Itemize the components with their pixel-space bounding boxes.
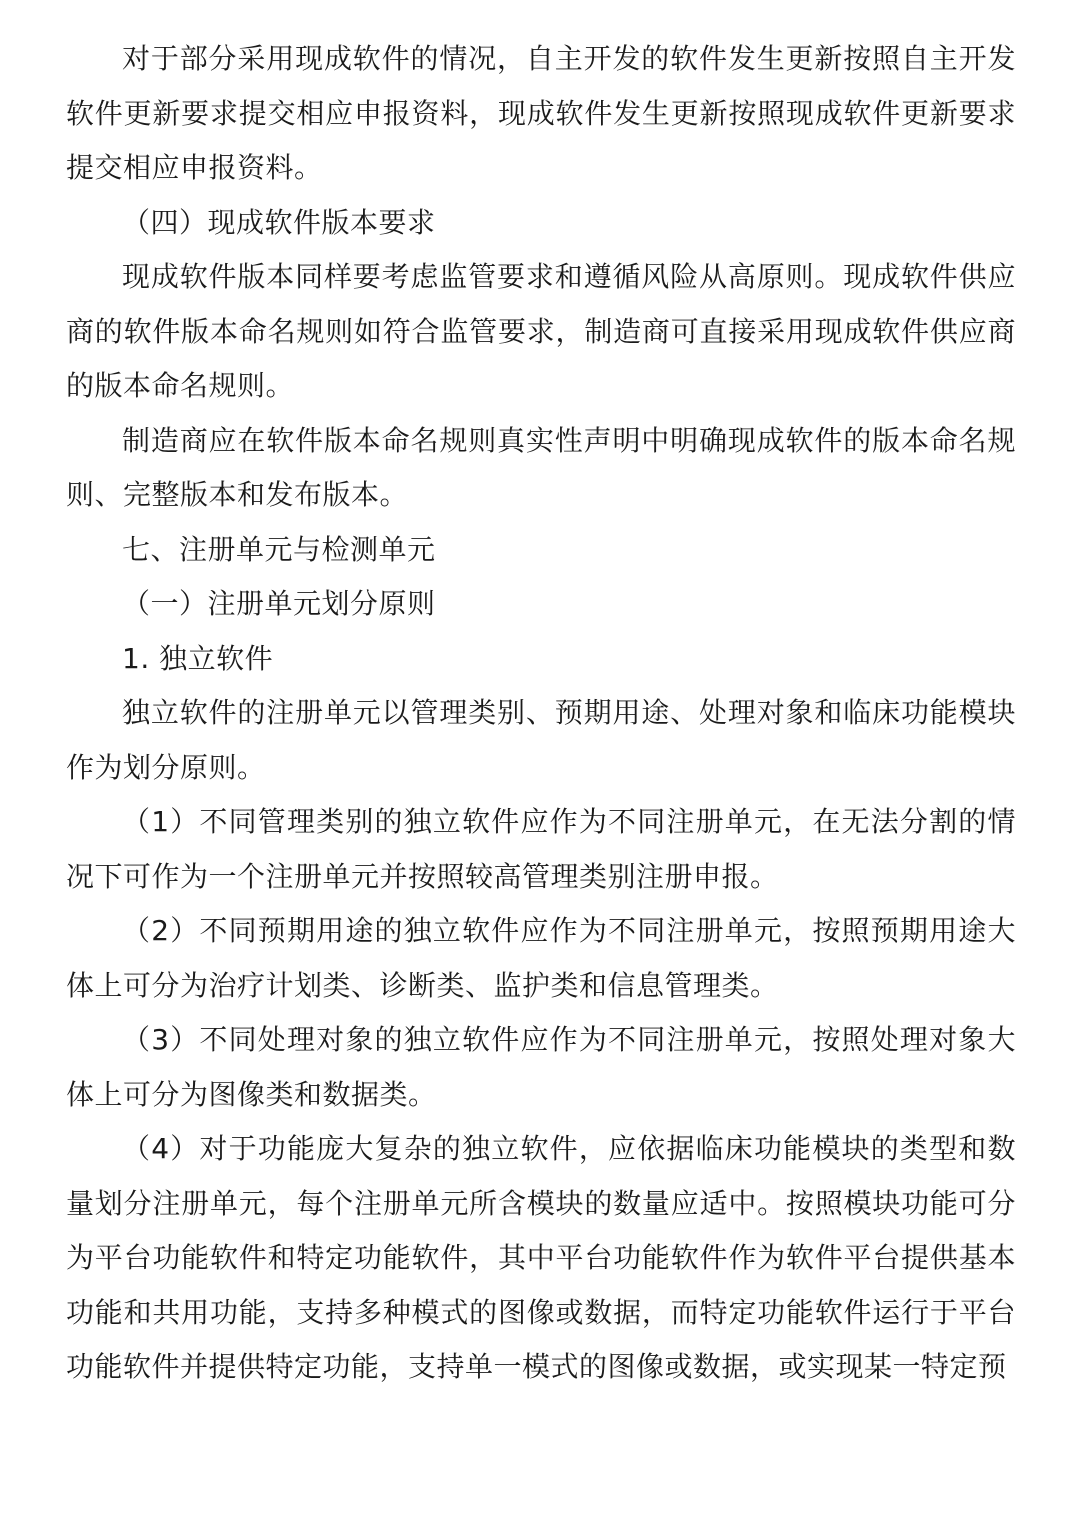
list-item-intended-use: （2）不同预期用途的独立软件应作为不同注册单元，按照预期用途大体上可分为治疗计划类、诊断类、监护类和信息管理类。 xyxy=(66,914,1016,1002)
paragraph-version-naming: 现成软件版本同样要考虑监管要求和遵循风险从高原则。现成软件供应商的软件版本命名规则如符合监管要求，制造商可直接采用现成软件供应商的版本命名规则。 xyxy=(66,260,1016,402)
list-item-processing-object: （3）不同处理对象的独立软件应作为不同注册单元，按照处理对象大体上可分为图像类和数据类。 xyxy=(66,1023,1016,1111)
heading-standalone-software: 1. 独立软件 xyxy=(122,641,274,675)
list-item-management-class: （1）不同管理类别的独立软件应作为不同注册单元，在无法分割的情况下可作为一个注册单元并按照较高管理类别注册申报。 xyxy=(66,805,1016,893)
paragraph-manufacturer-declaration: 制造商应在软件版本命名规则真实性声明中明确现成软件的版本命名规则、完整版本和发布版本。 xyxy=(66,423,1016,511)
paragraph-off-the-shelf-update: 对于部分采用现成软件的情况，自主开发的软件发生更新按照自主开发软件更新要求提交相应申报资料，现成软件发生更新按照现成软件更新要求提交相应申报资料。 xyxy=(66,42,1016,184)
document-body xyxy=(66,32,1016,1395)
heading-version-requirements: （四）现成软件版本要求 xyxy=(122,205,436,239)
heading-section-seven: 七、注册单元与检测单元 xyxy=(122,532,436,566)
list-item-complex-software: （4）对于功能庞大复杂的独立软件，应依据临床功能模块的类型和数量划分注册单元，每个注册单元所含模块的数量应适中。按照模块功能可分为平台功能软件和特定功能软件，其中平台功能软件作为软件平台提供基本功能和共用功能，支持多种模式的图像或数据，而特定功能软件运行于平台功能软件并提供特定功能，支持单一模式的图像或数据，或实现某一特定预 xyxy=(66,1132,1016,1383)
heading-registration-unit-principles: （一）注册单元划分原则 xyxy=(122,587,436,620)
paragraph-standalone-software-principles: 独立软件的注册单元以管理类别、预期用途、处理对象和临床功能模块作为划分原则。 xyxy=(66,696,1016,784)
